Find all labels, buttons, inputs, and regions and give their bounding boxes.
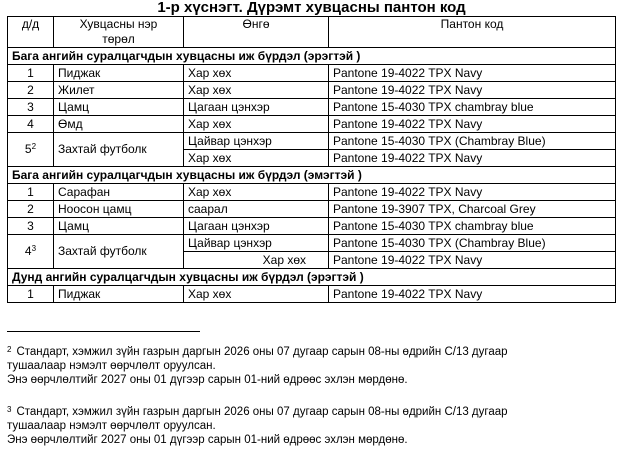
header-name bbox=[54, 17, 184, 48]
row-num: 4 bbox=[8, 116, 54, 133]
row-name: Захтай футболк bbox=[54, 133, 184, 167]
table-row bbox=[8, 65, 616, 82]
row-color: Хар хөх bbox=[184, 286, 329, 303]
row-name: Пиджак bbox=[54, 286, 184, 303]
header-name-line2: төрөл bbox=[102, 32, 135, 46]
row-color: Хар хөх bbox=[184, 116, 329, 133]
row-code: Pantone 15-4030 TPX chambray blue bbox=[329, 99, 616, 116]
table-row bbox=[8, 235, 616, 252]
section-row bbox=[8, 269, 616, 286]
table-header-row bbox=[8, 17, 616, 48]
footnote-ref: 2 bbox=[31, 142, 37, 151]
footnote-line1 bbox=[7, 343, 619, 359]
row-num: 2 bbox=[8, 201, 54, 218]
row-num bbox=[8, 235, 54, 269]
row-code: Pantone 19-4022 TPX Navy bbox=[329, 65, 616, 82]
row-num: 1 bbox=[8, 286, 54, 303]
row-num: 1 bbox=[8, 184, 54, 201]
table-row bbox=[8, 286, 616, 303]
section-row bbox=[8, 48, 616, 65]
row-code: Pantone 15-4030 TPX (Chambray Blue) bbox=[329, 235, 616, 252]
table-row bbox=[8, 201, 616, 218]
section-title: Дунд ангийн суралцагчдын хувцасны иж бүрдэл (эрэгтэй ) bbox=[8, 269, 616, 286]
header-color: Өнгө bbox=[184, 17, 329, 48]
footnote-line3: Энэ өөрчлөлтийг 2027 оны 01 дүгээр сарын 01-ний өдрөөс эхлэн мөрдөнө. bbox=[7, 374, 408, 386]
row-color: Хар хөх bbox=[184, 65, 329, 82]
row-code: Pantone 19-4022 TPX Navy bbox=[329, 252, 616, 269]
header-pantone: Пантон код bbox=[329, 17, 616, 48]
row-color: Цагаан цэнхэр bbox=[184, 99, 329, 116]
table-row bbox=[8, 184, 616, 201]
row-color: Хар хөх bbox=[184, 82, 329, 99]
row-color: Хар хөх bbox=[184, 150, 329, 167]
footnote-line2: тушаалаар нэмэлт өөрчлөлт оруулсан. bbox=[7, 360, 216, 372]
row-code: Pantone 19-4022 TPX Navy bbox=[329, 116, 616, 133]
row-color: саарал bbox=[184, 201, 329, 218]
row-name: Захтай футболк bbox=[54, 235, 184, 269]
row-code: Pantone 19-4022 TPX Navy bbox=[329, 286, 616, 303]
row-code: Pantone 19-4022 TPX Navy bbox=[329, 184, 616, 201]
row-code: Pantone 19-4022 TPX Navy bbox=[329, 150, 616, 167]
footnote-3 bbox=[7, 403, 619, 447]
row-color: Хар хөх bbox=[184, 184, 329, 201]
row-name: Өмд bbox=[54, 116, 184, 133]
row-name: Цамц bbox=[54, 99, 184, 116]
footnote-ref: 3 bbox=[31, 244, 37, 253]
row-num: 3 bbox=[8, 218, 54, 235]
row-num: 2 bbox=[8, 82, 54, 99]
section-title: Бага ангийн суралцагчдын хувцасны иж бүрдэл (эрэгтэй ) bbox=[8, 48, 616, 65]
footnote-text: Стандарт, хэмжил зүйн газрын даргын 2026 оны 07 дугаар сарын 08-ны өдрийн С/13 дугаар bbox=[16, 406, 508, 418]
row-color: Цагаан цэнхэр bbox=[184, 218, 329, 235]
row-code: Pantone 19-3907 TPX, Charcoal Grey bbox=[329, 201, 616, 218]
table-row bbox=[8, 116, 616, 133]
row-color: Хар хөх bbox=[184, 252, 329, 269]
footnote-line2: тушаалаар нэмэлт өөрчлөлт оруулсан. bbox=[7, 420, 216, 432]
footnote-mark: 3 bbox=[7, 405, 12, 414]
row-name: Цамц bbox=[54, 218, 184, 235]
header-name-line1: Хувцасны нэр bbox=[79, 17, 158, 31]
row-name: Сарафан bbox=[54, 184, 184, 201]
table-caption: 1-р хүснэгт. Дүрэмт хувцасны пантон код bbox=[157, 0, 466, 16]
row-name: Пиджак bbox=[54, 65, 184, 82]
footnote-2 bbox=[7, 343, 619, 387]
row-num-value: 4 bbox=[24, 244, 32, 258]
table-row bbox=[8, 133, 616, 150]
table-row bbox=[8, 218, 616, 235]
table-row bbox=[8, 99, 616, 116]
footnote-text: Стандарт, хэмжил зүйн газрын даргын 2026 оны 07 дугаар сарын 08-ны өдрийн С/13 дугаар bbox=[16, 346, 508, 358]
row-num: 1 bbox=[8, 65, 54, 82]
row-num: 3 bbox=[8, 99, 54, 116]
section-title: Бага ангийн суралцагчдын хувцасны иж бүрдэл (эмэгтэй ) bbox=[8, 167, 616, 184]
row-num-value: 5 bbox=[24, 142, 32, 156]
footnote-separator bbox=[7, 331, 200, 332]
row-color: Цайвар цэнхэр bbox=[184, 133, 329, 150]
row-code: Pantone 19-4022 TPX Navy bbox=[329, 82, 616, 99]
row-code: Pantone 15-4030 TPX chambray blue bbox=[329, 218, 616, 235]
row-code: Pantone 15-4030 TPX (Chambray Blue) bbox=[329, 133, 616, 150]
row-num bbox=[8, 133, 54, 167]
row-name: Ноосон цамц bbox=[54, 201, 184, 218]
row-name: Жилет bbox=[54, 82, 184, 99]
pantone-table bbox=[7, 16, 616, 303]
footnote-mark: 2 bbox=[7, 345, 12, 354]
row-color: Цайвар цэнхэр bbox=[184, 235, 329, 252]
table-row bbox=[8, 82, 616, 99]
header-num: д/д bbox=[8, 17, 54, 48]
footnote-line3: Энэ өөрчлөлтийг 2027 оны 01 дүгээр сарын 01-ний өдрөөс эхлэн мөрдөнө. bbox=[7, 434, 408, 446]
footnote-line1 bbox=[7, 403, 619, 419]
section-row bbox=[8, 167, 616, 184]
